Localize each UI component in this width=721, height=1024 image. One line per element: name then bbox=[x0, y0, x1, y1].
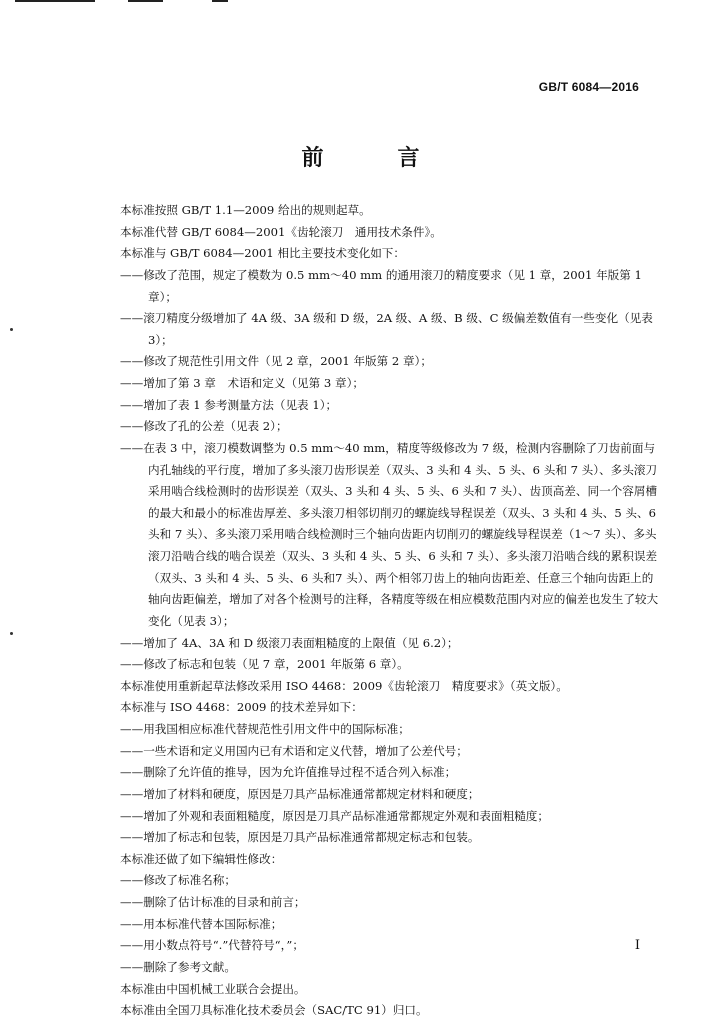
paragraph: 本标准还做了如下编辑性修改： bbox=[120, 851, 283, 866]
paragraph: 本标准由中国机械工业联合会提出。 bbox=[120, 981, 306, 996]
scan-mark-right bbox=[212, 0, 228, 2]
list-item: ——一些术语和定义用国内已有术语和定义代替，增加了公差代号； bbox=[120, 743, 468, 758]
paragraph: 本标准使用重新起草法修改采用 ISO 4468：2009《齿轮滚刀 精度要求》（英文版）。 bbox=[120, 678, 568, 693]
standard-code: GB/T 6084—2016 bbox=[538, 80, 639, 94]
margin-dot bbox=[10, 328, 13, 331]
margin-dot bbox=[10, 632, 13, 635]
scan-mark-center bbox=[128, 0, 163, 2]
list-item: ——用本标准代替本国际标准； bbox=[120, 916, 283, 931]
list-item: ——修改了孔的公差（见表 2）； bbox=[120, 419, 288, 434]
foreword-body bbox=[120, 200, 660, 1022]
paragraph: 本标准代替 GB/T 6084—2001《齿轮滚刀 通用技术条件》。 bbox=[120, 224, 442, 239]
paragraph: 本标准按照 GB/T 1.1—2009 给出的规则起草。 bbox=[120, 203, 371, 217]
list-item: ——修改了标志和包装（见 7 章，2001 年版第 6 章）。 bbox=[120, 657, 409, 672]
list-item: ——增加了表 1 参考测量方法（见表 1）； bbox=[120, 397, 338, 412]
list-item: ——删除了参考文献。 bbox=[120, 959, 236, 974]
page-title: 前 言 bbox=[301, 146, 446, 171]
paragraph: 本标准与 GB/T 6084—2001 相比主要技术变化如下： bbox=[120, 246, 405, 261]
list-item: ——增加了标志和包装，原因是刀具产品标准通常都规定标志和包装。 bbox=[120, 830, 480, 845]
list-item: ——用我国相应标准代替规范性引用文件中的国际标准； bbox=[120, 722, 410, 736]
list-item: ——删除了允许值的推导，因为允许值推导过程不适合列入标准； bbox=[120, 765, 457, 780]
list-item: ——修改了范围，规定了模数为 0.5 mm～40 mm 的通用滚刀的精度要求（见 1 章，2001 年版第 1 章）； bbox=[120, 267, 642, 304]
list-item: ——增加了第 3 章 术语和定义（见第 3 章）； bbox=[120, 376, 364, 390]
page-number: I bbox=[634, 938, 640, 953]
list-item: ——删除了估计标准的目录和前言； bbox=[120, 895, 306, 909]
list-item: ——用小数点符号“.”代替符号“，”； bbox=[120, 938, 304, 953]
list-item: ——在表 3 中，滚刀模数调整为 0.5 mm～40 mm，精度等级修改为 7 级，检测内容删除了刀齿前面与内孔轴线的平行度，增加了多头滚刀齿形误差（双头、3 头和 4 头、5 头、6 头和 7 头）、多头滚刀采用啮合线检测时的齿形误差（双头、3 头和 4 头、5 头、6 头和 7 头）、齿顶高差、同一个容屑槽的最大和最小的标准齿厚差、多头滚刀相邻切削刃的螺旋线导程误差（双头、3 头和 4 头、5 头、6 头和 7 头）、多头滚刀采用啮合线检测时三个轴向齿距内切削刃的螺旋线导程误差（1～7 头）、多头滚刀沿啮合线的啮合误差（双头、3 头和 4 头、5 头、6 头和 7 头）、多头滚刀沿啮合线的累积误差（双头、3 头和 4 头、5 头、6 头和7 头）、两个相邻刀齿上的轴向齿距差、任意三个轴向齿距上的轴向齿距偏差，增加了对各个检测号的注释，各精度等级在相应模数范围内对应的偏差也发生了较大变化（见表 3）； bbox=[120, 440, 659, 628]
list-item: ——滚刀精度分级增加了 4A 级、3A 级和 D 级，2A 级、A 级、B 级、C 级偏差数值有一些变化（见表 3）； bbox=[120, 311, 653, 347]
list-item: ——增加了 4A、3A 和 D 级滚刀表面粗糙度的上限值（见 6.2）； bbox=[120, 635, 459, 650]
list-item: ——增加了外观和表面粗糙度，原因是刀具产品标准通常都规定外观和表面粗糙度； bbox=[120, 808, 549, 823]
list-item: ——增加了材料和硬度，原因是刀具产品标准通常都规定材料和硬度； bbox=[120, 786, 480, 801]
list-item: ——修改了规范性引用文件（见 2 章，2001 年版第 2 章）； bbox=[120, 354, 432, 369]
scan-mark-left bbox=[15, 0, 95, 2]
paragraph: 本标准与 ISO 4468：2009 的技术差异如下： bbox=[120, 700, 363, 715]
paragraph: 本标准由全国刀具标准化技术委员会（SAC/TC 91）归口。 bbox=[120, 1003, 428, 1018]
list-item: ——修改了标准名称； bbox=[120, 873, 236, 888]
